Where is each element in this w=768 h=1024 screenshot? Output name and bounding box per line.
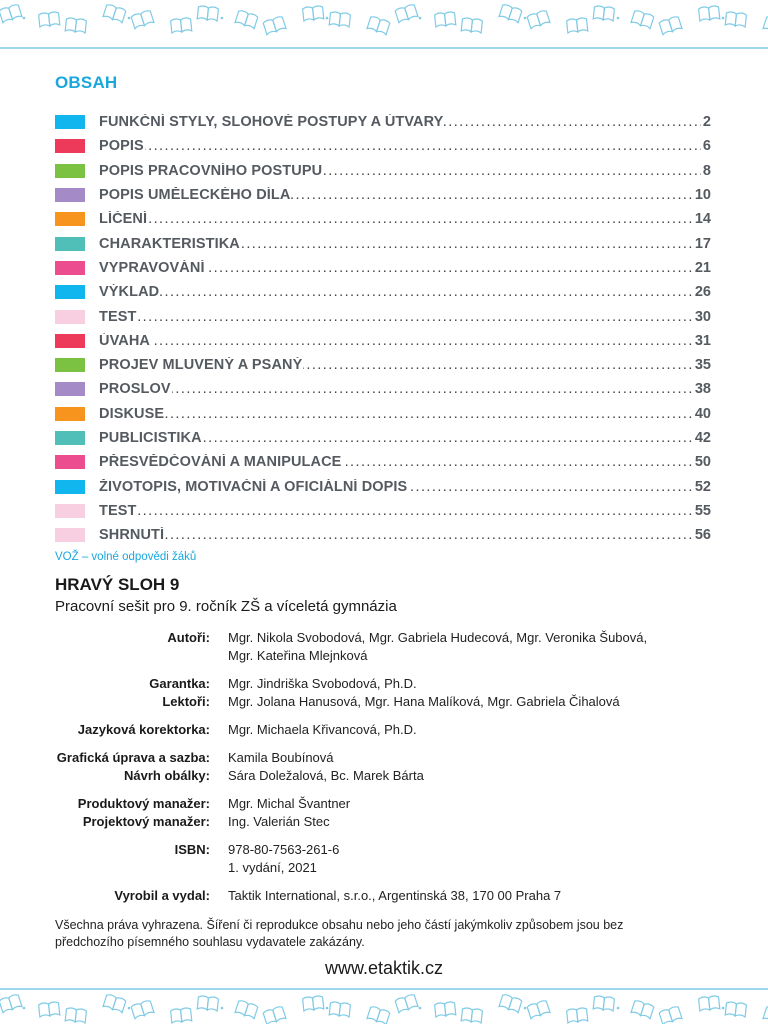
book-subtitle: Pracovní sešit pro 9. ročník ZŠ a víceletá gymnázia [55,598,397,615]
toc-item[interactable] [55,450,711,474]
book-title: HRAVÝ SLOH 9 [55,575,180,594]
toc-item-title [99,211,693,227]
toc-item-page: 26 [694,284,711,301]
credit-value: 978-80-7563-261-6 [228,842,340,857]
credit-label: Produktový manažer: [77,796,210,811]
toc-color-swatch [55,431,85,445]
credit-value: Ing. Valerián Stec [228,814,330,829]
credit-label: Vyrobil a vydal: [114,888,210,903]
toc-item-title [99,406,693,422]
toc-color-swatch [55,504,85,518]
toc-item-label: PŘESVĚDČOVÁNÍ A MANIPULACE [99,454,342,471]
credit-label: Jazyková korektorka: [77,722,210,737]
credit-row [0,841,768,859]
table-of-contents [55,110,711,547]
credit-row [0,675,768,693]
toc-item[interactable] [55,183,711,207]
toc-item-title [99,236,693,252]
toc-item[interactable] [55,353,711,377]
toc-item-title [99,357,693,373]
credit-label: Autoři: [167,630,210,645]
credit-label: Grafická úprava a sazba: [56,750,210,765]
toc-color-swatch [55,139,85,153]
credit-value: 1. vydání, 2021 [228,860,317,875]
credit-row [0,647,768,665]
toc-item[interactable] [55,474,711,498]
book-pattern-icon [0,990,768,1024]
toc-item[interactable] [55,402,711,426]
toc-item-label: CHARAKTERISTIKA [99,235,240,252]
credit-row [0,887,768,905]
toc-item-page: 21 [694,259,711,276]
toc-item[interactable] [55,280,711,304]
toc-item-page: 56 [694,527,711,544]
toc-item-label: LÍČENÍ [99,211,148,228]
credit-group [0,721,768,739]
toc-color-swatch [55,285,85,299]
credits [0,629,768,915]
toc-item[interactable] [55,523,711,547]
toc-item-label: PROSLOV [99,381,171,398]
credit-value: Mgr. Nikola Svobodová, Mgr. Gabriela Hudecová, Mgr. Veronika Šubová, [228,630,648,645]
toc-item-title [99,454,693,470]
toc-item-page: 40 [694,405,711,422]
credit-row [0,693,768,711]
toc-item[interactable] [55,231,711,255]
top-divider [0,47,768,49]
toc-item-page: 6 [702,138,711,155]
toc-item-label: PROJEV MLUVENÝ A PSANÝ [99,357,303,374]
credit-value: Mgr. Jolana Hanusová, Mgr. Hana Malíková, Mgr. Gabriela Čihalová [228,694,620,709]
toc-color-swatch [55,382,85,396]
toc-item-label: ŽIVOTOPIS, MOTIVAČNÍ A OFICIÁLNÍ DOPIS [99,478,408,495]
toc-color-swatch [55,358,85,372]
toc-item-title [99,114,701,130]
toc-item-page: 2 [702,114,711,131]
toc-item-title [99,381,693,397]
toc-item-title [99,527,693,543]
toc-item-label: POPIS [99,138,144,155]
credit-row [0,859,768,877]
toc-item-title [99,503,693,519]
toc-item[interactable] [55,134,711,158]
voz-note: VOŽ – volné odpovědi žáků [55,551,197,563]
credit-row [0,795,768,813]
toc-item-label: POPIS PRACOVNÍHO POSTUPU [99,162,323,179]
credit-label: Návrh obálky: [124,768,210,783]
toc-color-swatch [55,310,85,324]
toc-item-title [99,284,693,300]
toc-item-page: 38 [694,381,711,398]
credit-label: Garantka: [149,676,210,691]
credit-value: Mgr. Michal Švantner [228,796,351,811]
toc-item-page: 14 [694,211,711,228]
toc-item-label: POPIS UMĚLECKÉHO DÍLA [99,187,291,204]
credit-label [0,647,228,665]
toc-item[interactable] [55,377,711,401]
toc-color-swatch [55,115,85,129]
toc-color-swatch [55,261,85,275]
credit-group [0,749,768,785]
credit-label [0,859,228,877]
toc-item-title [99,333,693,349]
toc-color-swatch [55,455,85,469]
toc-color-swatch [55,407,85,421]
credit-group [0,795,768,831]
credit-value: Taktik International, s.r.o., Argentinská 38, 170 00 Praha 7 [228,888,562,903]
toc-item-title [99,138,701,154]
toc-item-page: 52 [694,478,711,495]
toc-item-label: TEST [99,502,137,519]
toc-item[interactable] [55,304,711,328]
toc-color-swatch [55,188,85,202]
toc-item-title [99,479,693,495]
toc-item[interactable] [55,499,711,523]
toc-item-label: ÚVAHA [99,332,150,349]
credit-value: Kamila Boubínová [228,750,334,765]
toc-item[interactable] [55,426,711,450]
toc-heading: OBSAH [55,73,118,92]
credit-value: Mgr. Kateřina Mlejnková [228,648,368,663]
toc-item-title [99,309,693,325]
credit-row [0,767,768,785]
toc-item[interactable] [55,110,711,134]
credit-value: Mgr. Michaela Křivancová, Ph.D. [228,722,417,737]
toc-item-title [99,163,701,179]
toc-item-label: TEST [99,308,137,325]
credit-row [0,813,768,831]
toc-item-page: 17 [694,235,711,252]
toc-item-title [99,187,693,203]
toc-item[interactable] [55,207,711,231]
book-pattern-icon [0,0,768,48]
toc-item-page: 8 [702,162,711,179]
credit-row [0,749,768,767]
toc-item-label: DISKUSE [99,405,165,422]
toc-item-page: 42 [694,430,711,446]
toc-item[interactable] [55,256,711,280]
bottom-book-pattern [0,990,768,1024]
credit-group [0,841,768,877]
credit-group [0,629,768,665]
toc-item-page: 55 [694,502,711,519]
rights-notice: Všechna práva vyhrazena. Šíření či reprodukce obsahu nebo jeho částí jakýmkoliv způsobem jsou bez předchozího písemného souhlasu vydavatele zakázány. [55,918,624,949]
toc-item-page: 31 [694,332,711,349]
toc-item-label: VYPRAVOVÁNÍ [99,259,205,276]
credit-label: Lektoři: [162,694,210,709]
toc-item-page: 30 [694,308,711,325]
toc-color-swatch [55,212,85,226]
toc-item-label: SHRNUTÍ [99,527,165,544]
toc-item-page: 10 [694,187,711,204]
credit-value: Sára Doležalová, Bc. Marek Bárta [228,768,424,783]
credit-row [0,721,768,739]
toc-item-label: VÝKLAD [99,284,160,301]
toc-item-title [99,430,693,446]
credit-group [0,675,768,711]
website-link[interactable]: www.etaktik.cz [324,958,444,978]
toc-item[interactable] [55,329,711,353]
toc-color-swatch [55,528,85,542]
toc-item-label: FUNKČNÍ STYLY, SLOHOVÉ POSTUPY A ÚTVARY [99,114,444,131]
toc-item-label: PUBLICISTIKA [99,430,202,446]
toc-color-swatch [55,334,85,348]
toc-item[interactable] [55,159,711,183]
toc-color-swatch [55,237,85,251]
toc-color-swatch [55,164,85,178]
credit-group [0,887,768,905]
credit-value: Mgr. Jindriška Svobodová, Ph.D. [228,676,417,691]
toc-item-title [99,260,693,276]
toc-item-page: 50 [694,454,711,471]
credit-row [0,629,768,647]
toc-item-page: 35 [694,357,711,374]
credit-label: ISBN: [174,842,210,857]
toc-color-swatch [55,480,85,494]
credit-label: Projektový manažer: [82,814,210,829]
top-book-pattern [0,0,768,48]
